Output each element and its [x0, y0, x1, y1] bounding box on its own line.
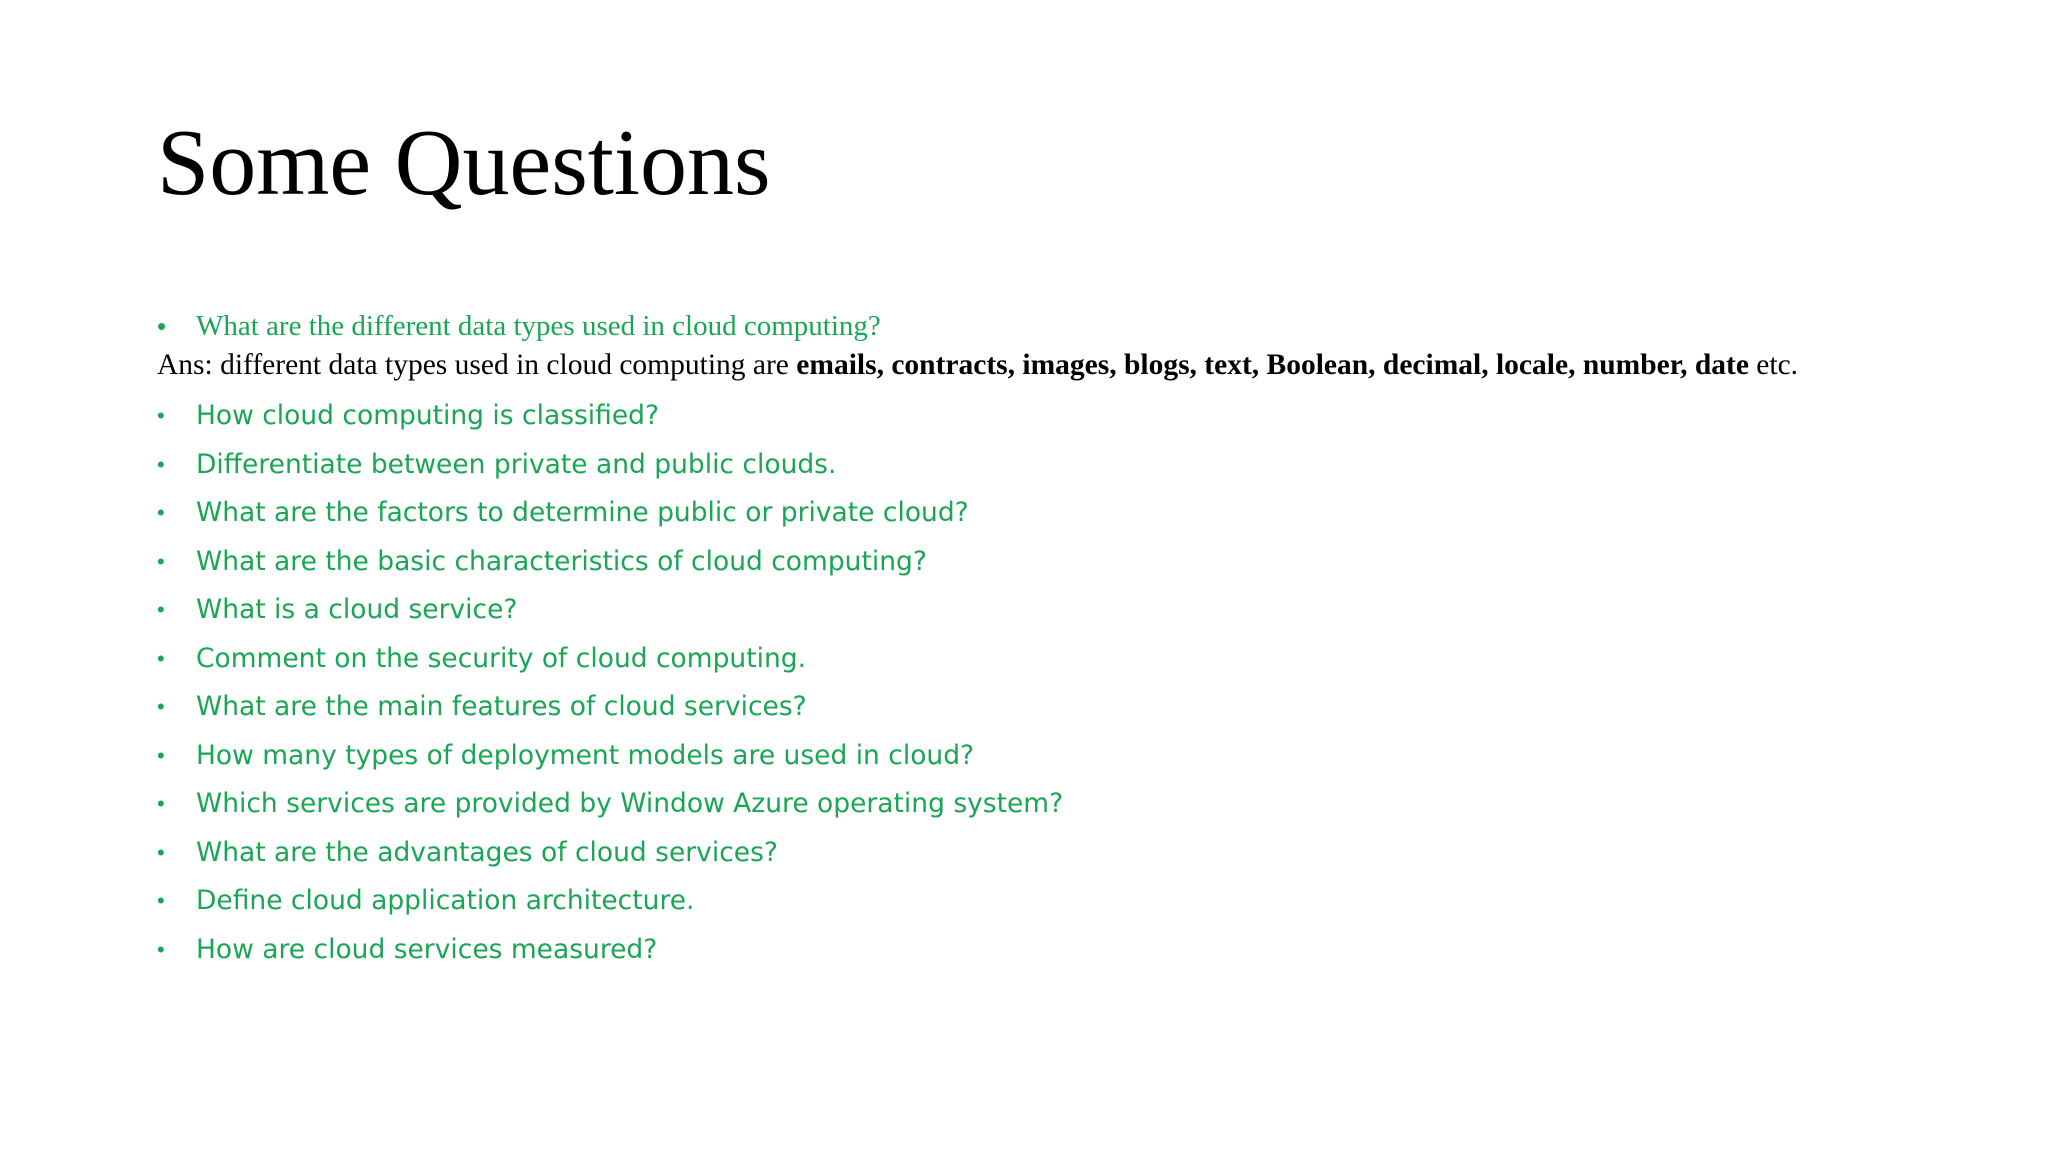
bullet-icon: •	[157, 694, 165, 719]
answer-bold-terms: emails, contracts, images, blogs, text, Boolean, decimal, locale, number, date	[796, 349, 1749, 381]
question-item	[157, 877, 1909, 926]
question-item	[157, 586, 1909, 635]
question-item	[157, 683, 1909, 732]
question-item	[157, 308, 1909, 348]
question-text: What are the main features of cloud services?	[196, 691, 807, 722]
question-item	[157, 926, 1909, 975]
bullet-icon: •	[157, 888, 165, 913]
bullet-icon: •	[157, 936, 165, 962]
bullet-icon: •	[157, 742, 165, 768]
question-text: Differentiate between private and public clouds.	[196, 448, 837, 480]
bullet-icon: •	[157, 548, 165, 574]
question-item	[157, 538, 1909, 587]
bullet-icon: •	[157, 311, 167, 341]
question-text: Comment on the security of cloud computing.	[196, 642, 806, 674]
question-item	[157, 780, 1909, 829]
question-text: What are the different data types used in cloud computing?	[196, 310, 881, 342]
question-text: What are the basic characteristics of cloud computing?	[196, 545, 927, 577]
bullet-icon: •	[157, 403, 165, 428]
slide-content	[157, 308, 1909, 974]
answer-suffix: etc.	[1748, 349, 1799, 381]
question-text: Which services are provided by Window Azure operating system?	[196, 788, 1064, 819]
answer-paragraph	[157, 349, 1909, 381]
bullet-icon: •	[157, 645, 165, 671]
bullet-icon: •	[157, 597, 165, 622]
question-text: How many types of deployment models are used in cloud?	[196, 739, 975, 771]
question-list	[157, 392, 1909, 974]
question-item	[157, 489, 1909, 538]
answer-prefix: Ans: different data types used in cloud computing are	[157, 349, 797, 381]
question-text: What is a cloud service?	[196, 594, 518, 625]
bullet-icon: •	[157, 500, 165, 525]
bullet-icon: •	[157, 839, 165, 865]
bullet-icon: •	[157, 791, 165, 816]
slide-title: Some Questions	[157, 111, 771, 215]
question-text: What are the factors to determine public or private cloud?	[196, 497, 969, 528]
question-text: How cloud computing is classified?	[196, 400, 660, 431]
question-item	[157, 441, 1909, 490]
question-item	[157, 732, 1909, 781]
question-text: How are cloud services measured?	[196, 933, 658, 965]
question-text: What are the advantages of cloud services?	[196, 836, 778, 868]
question-item	[157, 829, 1909, 878]
bullet-icon: •	[157, 451, 165, 477]
question-item	[157, 635, 1909, 684]
question-text: Define cloud application architecture.	[196, 885, 695, 916]
question-item	[157, 392, 1909, 441]
